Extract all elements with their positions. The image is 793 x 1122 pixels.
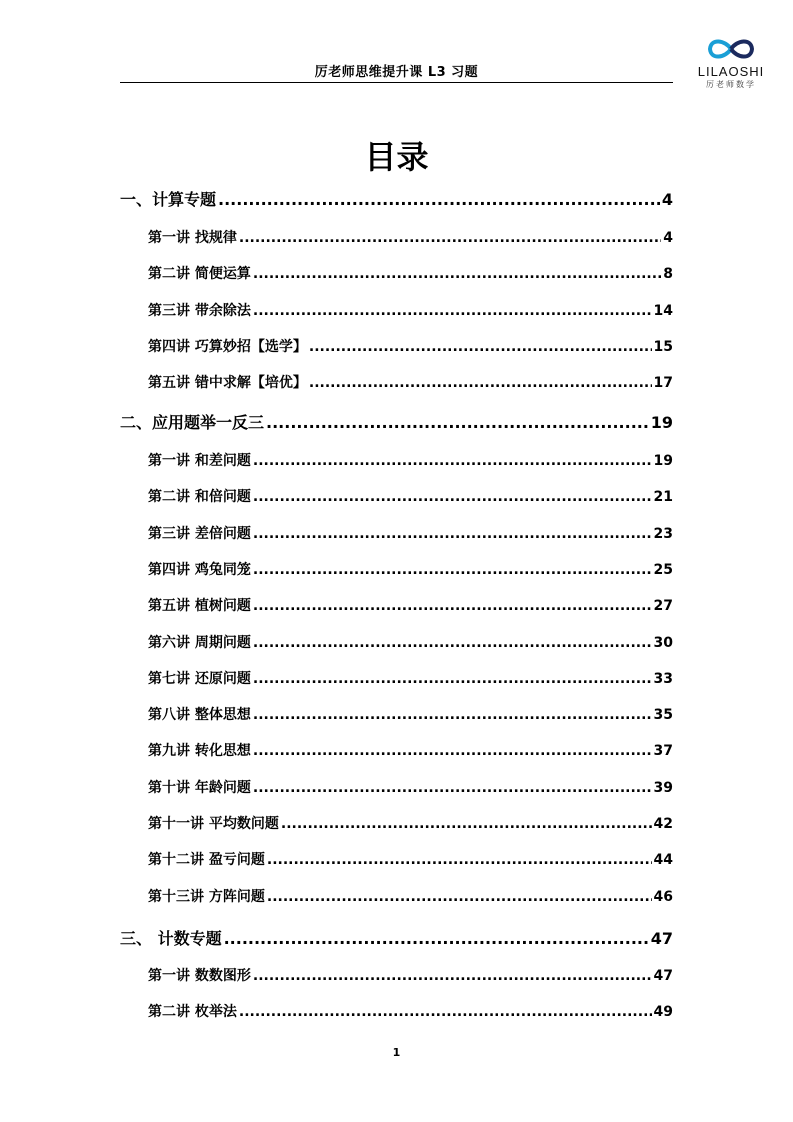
toc-entry-page: 47: [650, 929, 673, 948]
toc-entry-page: 14: [653, 302, 673, 319]
header-title: 厉老师思维提升课 L3 习题: [314, 65, 479, 80]
toc-lesson-entry[interactable]: [148, 632, 673, 652]
toc-entry-page: 44: [653, 852, 673, 869]
toc-leader-dots: [239, 230, 661, 246]
toc-entry-label: 第二讲 枚举法: [148, 1004, 237, 1021]
toc-entry-page: 42: [653, 816, 673, 832]
toc-leader-dots: [239, 1004, 652, 1020]
toc-entry-label: 第十三讲 方阵问题: [148, 888, 265, 905]
toc-leader-dots: [253, 743, 652, 759]
toc-entry-page: 37: [653, 743, 673, 760]
toc-leader-dots: [253, 489, 652, 505]
toc-entry-label: 第十二讲 盈亏问题: [148, 852, 265, 869]
toc-lesson-entry[interactable]: [148, 559, 673, 579]
toc-entry-label: 第七讲 还原问题: [148, 670, 251, 687]
toc-entry-page: 27: [653, 598, 673, 615]
toc-entry-label: 第十一讲 平均数问题: [148, 816, 279, 832]
toc-lesson-entry[interactable]: [148, 372, 673, 392]
toc-entry-page: 17: [653, 375, 673, 392]
toc-leader-dots: [253, 671, 652, 687]
toc-entry-page: 33: [653, 670, 673, 687]
toc-entry-page: 46: [653, 888, 673, 905]
toc-leader-dots: [224, 929, 649, 948]
toc-leader-dots: [309, 375, 652, 391]
toc-entry-label: 第一讲 和差问题: [148, 453, 251, 469]
toc-leader-dots: [267, 852, 652, 868]
toc-lesson-entry[interactable]: [148, 813, 673, 833]
toc-entry-label: 第十讲 年龄问题: [148, 779, 251, 796]
toc-lesson-entry[interactable]: [148, 523, 673, 543]
toc-entry-page: 30: [653, 634, 673, 651]
toc-entry-label: 第九讲 转化思想: [148, 743, 251, 760]
toc-entry-page: 21: [653, 489, 673, 506]
toc-leader-dots: [266, 413, 649, 432]
toc-leader-dots: [253, 526, 652, 542]
toc-lesson-entry[interactable]: [148, 595, 673, 615]
toc-leader-dots: [253, 303, 652, 319]
toc-entry-label: 二、应用题举一反三: [120, 413, 265, 432]
toc-title: 目录: [364, 138, 429, 176]
toc-lesson-entry[interactable]: [148, 227, 673, 247]
toc-entry-page: 23: [653, 525, 673, 542]
toc-section-entry[interactable]: [120, 187, 673, 210]
toc-lesson-entry[interactable]: [148, 886, 673, 906]
toc-lesson-entry[interactable]: [148, 336, 673, 356]
toc-leader-dots: [253, 780, 652, 796]
toc-entry-label: 第二讲 简便运算: [148, 266, 251, 283]
toc-leader-dots: [281, 816, 652, 832]
toc-section-entry[interactable]: [120, 926, 673, 949]
toc-entry-page: 15: [653, 338, 673, 355]
toc-entry-page: 19: [653, 453, 673, 469]
toc-entry-page: 39: [653, 779, 673, 796]
infinity-logo-icon: [705, 36, 757, 62]
toc-lesson-entry[interactable]: [148, 965, 673, 985]
toc-leader-dots: [253, 562, 652, 578]
toc-leader-dots: [253, 266, 661, 282]
page-number: 1: [392, 1046, 401, 1059]
toc-leader-dots: [218, 190, 660, 209]
logo: [691, 36, 771, 92]
toc-lesson-entry[interactable]: [148, 1001, 673, 1021]
logo-name: LILAOSHI: [697, 64, 765, 79]
toc-section-entry[interactable]: [120, 410, 673, 433]
toc-entry-page: 47: [653, 968, 673, 984]
toc-entry-label: 第八讲 整体思想: [148, 707, 251, 724]
toc-entry-label: 第四讲 巧算妙招【选学】: [148, 338, 307, 355]
toc-entry-label: 第三讲 带余除法: [148, 302, 251, 319]
toc-entry-label: 第五讲 错中求解【培优】: [148, 375, 307, 392]
toc-entry-label: 第三讲 差倍问题: [148, 525, 251, 542]
toc-entry-label: 三、 计数专题: [120, 929, 222, 948]
toc-leader-dots: [253, 968, 652, 984]
toc-entry-label: 一、计算专题: [120, 190, 217, 209]
toc-lesson-entry[interactable]: [148, 704, 673, 724]
toc-lesson-entry[interactable]: [148, 740, 673, 760]
toc-entry-page: 35: [653, 707, 673, 724]
toc-entry-label: 第一讲 找规律: [148, 230, 237, 246]
toc-lesson-entry[interactable]: [148, 263, 673, 283]
header-divider: [120, 82, 673, 83]
toc-entry-page: 8: [663, 266, 673, 283]
toc-entry-page: 25: [653, 561, 673, 578]
toc-entry-page: 19: [650, 413, 673, 432]
toc-entry-label: 第一讲 数数图形: [148, 968, 251, 984]
toc-leader-dots: [267, 889, 652, 905]
toc-entry-page: 49: [653, 1004, 673, 1021]
toc-lesson-entry[interactable]: [148, 777, 673, 797]
toc-lesson-entry[interactable]: [148, 450, 673, 470]
toc-entry-label: 第四讲 鸡兔同笼: [148, 561, 251, 578]
toc-lesson-entry[interactable]: [148, 300, 673, 320]
toc-lesson-entry[interactable]: [148, 849, 673, 869]
toc-leader-dots: [253, 453, 652, 469]
logo-subtitle: 厉老师数学: [706, 80, 756, 89]
toc-entry-page: 4: [663, 230, 673, 246]
toc-lesson-entry[interactable]: [148, 668, 673, 688]
toc-entry-label: 第五讲 植树问题: [148, 598, 251, 615]
toc-leader-dots: [253, 707, 652, 723]
toc-leader-dots: [253, 598, 652, 614]
toc-entry-page: 4: [661, 190, 673, 209]
toc-entry-label: 第六讲 周期问题: [148, 634, 251, 651]
toc-leader-dots: [309, 339, 652, 355]
toc-lesson-entry[interactable]: [148, 486, 673, 506]
toc-entry-label: 第二讲 和倍问题: [148, 489, 251, 506]
toc-leader-dots: [253, 635, 652, 651]
